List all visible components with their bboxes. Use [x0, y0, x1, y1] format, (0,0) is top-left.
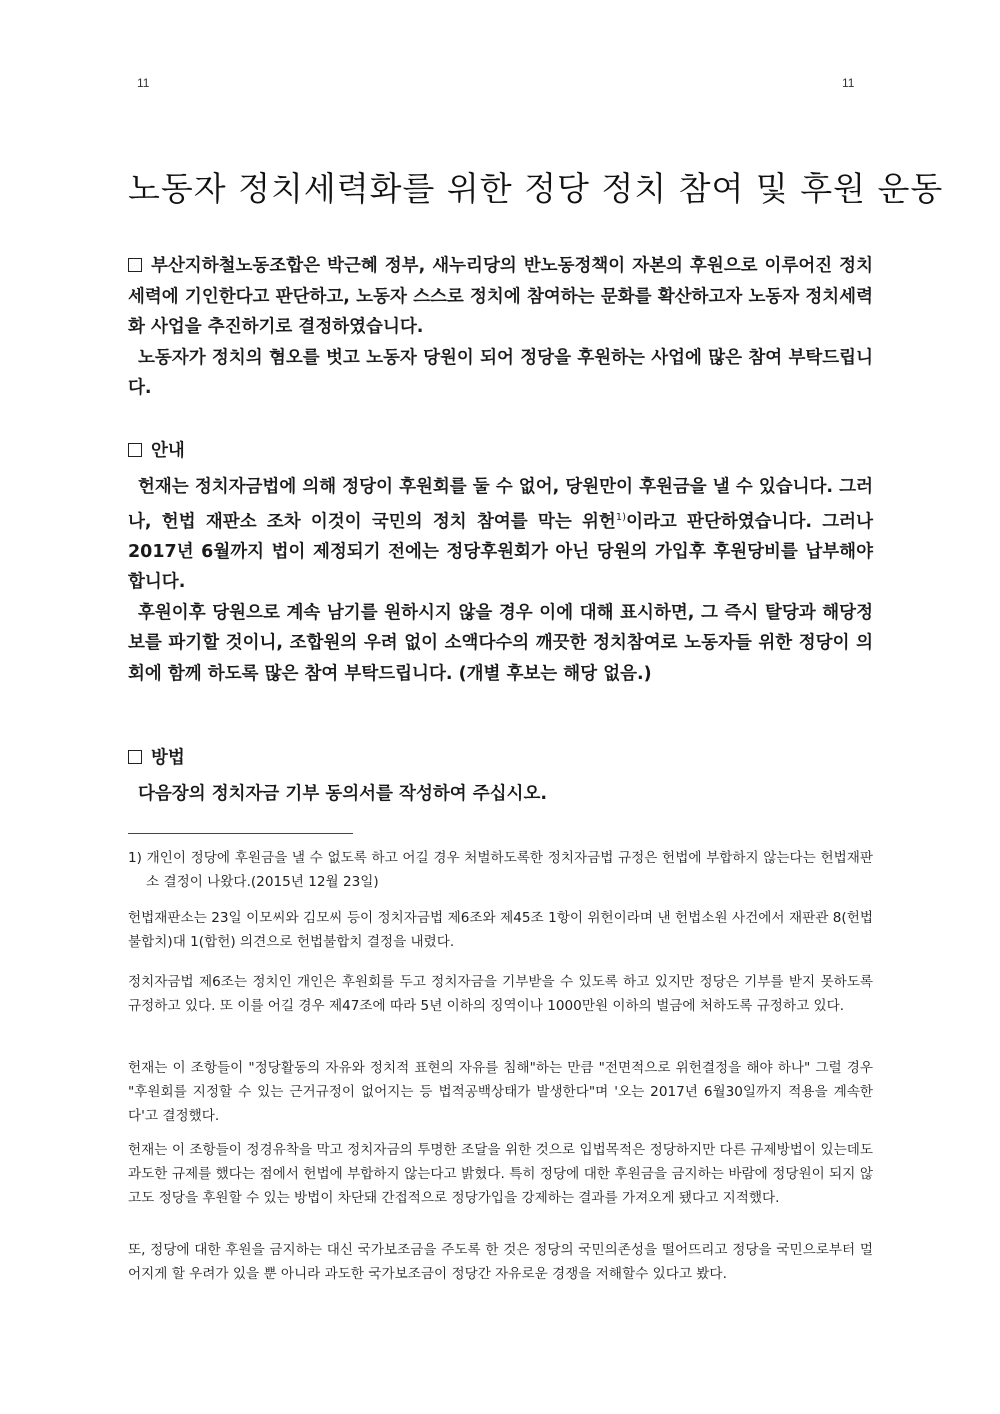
intro-paragraph-2: 노동자가 정치의 혐오를 벗고 노동자 당원이 되어 정당을 후원하는 사업에 많은 참여 부탁드립니다. [128, 347, 873, 398]
article-paragraph-4: 헌재는 이 조항들이 정경유착을 막고 정치자금의 투명한 조달을 위한 것으로 입법목적은 정당하지만 다른 규제방법이 있는데도 과도한 규제를 했다는 점에서 헌법에 부합하지 않는다고 밝혔다. 특히 정당에 대한 후원금을 금지하는 바람에 정당원이 되지 않고도 정당을 후원할 수 있는 방법이 차단돼 간접적으로 정당가입을 강제하는 결과를 가져오게 됐다고 지적했다. [128, 1142, 873, 1206]
checkbox-square-icon [128, 258, 142, 272]
page-title: 노동자 정치세력화를 위한 정당 정치 참여 및 후원 운동 [128, 169, 944, 208]
guide-paragraph-2: 후원이후 당원으로 계속 남기를 원하시지 않을 경우 이에 대해 표시하면, 그 즉시 탈당과 해당정보를 파기할 것이니, 조합원의 우려 없이 소액다수의 깨끗한 정치참여로 노동자들 위한 정당이 의회에 함께 하도록 많은 참여 부탁드립니다. (개별 후보는 해당 없음.) [128, 602, 873, 684]
intro-paragraph-1-text: 부산지하철노동조합은 박근혜 정부, 새누리당의 반노동정책이 자본의 후원으로 이루어진 정치세력에 기인한다고 판단하고, 노동자 스스로 정치에 참여하는 문화를 확산하고자 노동자 정치세력화 사업을 추진하기로 결정하였습니다. [128, 256, 873, 337]
intro-paragraph-1 [128, 251, 873, 343]
method-paragraph: 다음장의 정치자금 기부 동의서를 작성하여 주십시오. [138, 784, 548, 804]
guide-paragraph-1-text-b: 이라고 판단하였습니다. 그러나 2017년 6월까지 법이 제정되기 전에는 정당후원회가 아닌 당원의 가입후 후원당비를 납부해야 합니다. [128, 511, 873, 593]
footnote-reference: 1) [615, 511, 627, 523]
guide-paragraph-1 [128, 472, 873, 598]
checkbox-square-icon [128, 750, 142, 764]
article-paragraph-1: 헌법재판소는 23일 이모씨와 김모씨 등이 정치자금법 제6조와 제45조 1항이 위헌이라며 낸 헌법소원 사건에서 재판관 8(헌법불합치)대 1(합헌) 의견으로 헌법불합치 결정을 내렸다. [128, 910, 873, 950]
footnote-divider [128, 833, 353, 834]
method-section [128, 744, 873, 810]
page-number-left: 11 [137, 76, 150, 90]
checkbox-square-icon [128, 443, 142, 457]
page-number-right: 11 [842, 76, 855, 90]
guide-section [128, 437, 873, 689]
guide-heading [128, 437, 873, 462]
article-paragraph-5: 또, 정당에 대한 후원을 금지하는 대신 국가보조금을 주도록 한 것은 정당의 국민의존성을 떨어뜨리고 정당을 국민으로부터 멀어지게 할 우려가 있을 뿐 아니라 과도한 국가보조금이 정당간 자유로운 경쟁을 저해할수 있다고 봤다. [128, 1242, 873, 1282]
method-heading [128, 744, 873, 769]
guide-paragraph-1-text-a: 헌재는 정치자금법에 의해 정당이 후원회를 둘 수 없어, 당원만이 후원금을 낼 수 있습니다. 그러나, 헌법 재판소 조차 이것이 국민의 정치 참여를 막는 위헌 [128, 477, 873, 532]
intro-section [128, 251, 873, 404]
method-heading-text: 방법 [151, 748, 185, 768]
article-paragraph-3: 헌재는 이 조항들이 "정당활동의 자유와 정치적 표현의 자유를 침해"하는 만큼 "전면적으로 위헌결정을 해야 하나" 그럴 경우 "후원회를 지정할 수 있는 근거규정이 없어지는 등 법적공백상태가 발생한다"며 '오는 2017년 6월30일까지 적용을 계속한다'고 결정했다. [128, 1060, 873, 1124]
footnote-1: 1) 개인이 정당에 후원금을 낼 수 없도록 하고 어길 경우 처벌하도록한 정치자금법 규정은 헌법에 부합하지 않는다는 헌법재판소 결정이 나왔다.(2015년 12월 23일) [128, 850, 873, 890]
article-paragraph-2: 정치자금법 제6조는 정치인 개인은 후원회를 두고 정치자금을 기부받을 수 있도록 하고 있지만 정당은 기부를 받지 못하도록 규정하고 있다. 또 이를 어길 경우 제47조에 따라 5년 이하의 징역이나 1000만원 이하의 벌금에 처하도록 규정하고 있다. [128, 974, 873, 1014]
guide-heading-text: 안내 [151, 441, 185, 461]
